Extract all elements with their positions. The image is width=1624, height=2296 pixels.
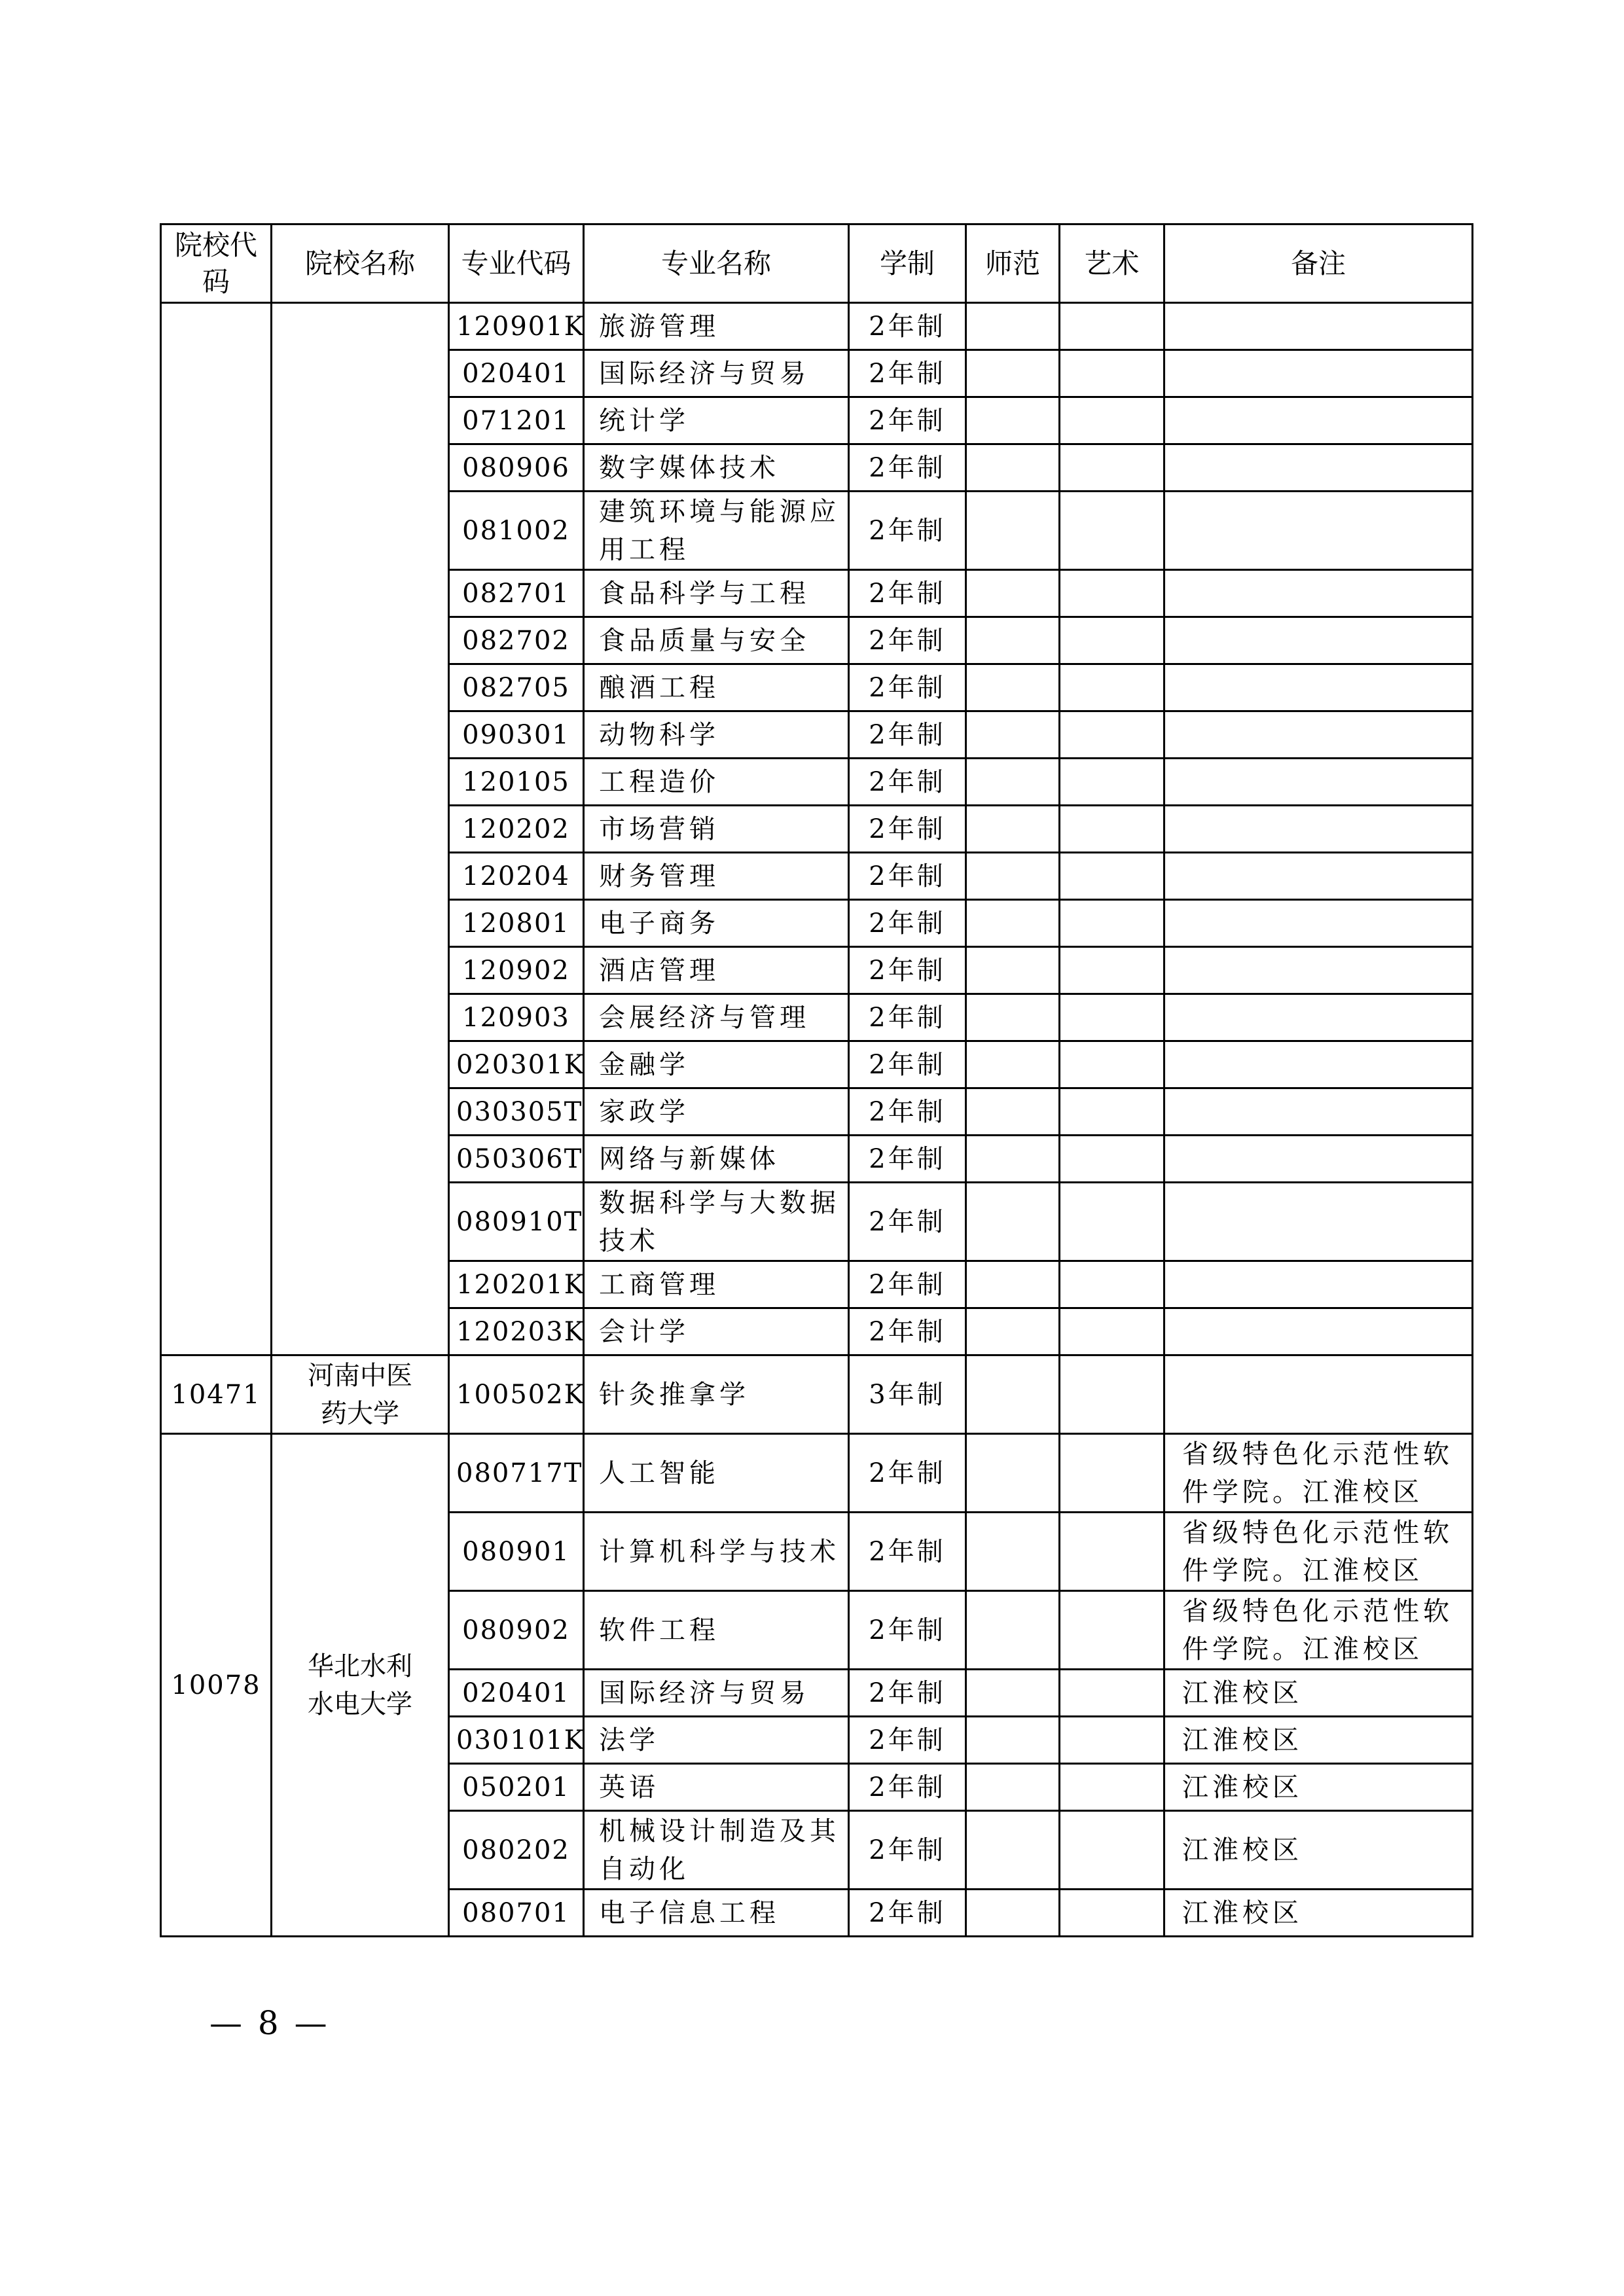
note-cell	[1164, 1041, 1473, 1088]
table-body	[161, 303, 1473, 1937]
note-cell	[1164, 1088, 1473, 1136]
art-cell	[1060, 617, 1164, 664]
major-name-cell: 工程造价	[584, 759, 849, 806]
normal-cell	[966, 1591, 1060, 1670]
art-cell	[1060, 1434, 1164, 1513]
duration-cell: 2年制	[849, 1434, 966, 1513]
duration-cell: 3年制	[849, 1355, 966, 1434]
note-cell: 江淮校区	[1164, 1670, 1473, 1717]
duration-cell: 2年制	[849, 994, 966, 1041]
normal-cell	[966, 444, 1060, 492]
header-school-code: 院校代码	[161, 224, 272, 303]
major-code-cell: 080202	[449, 1811, 584, 1890]
major-name-cell: 酒店管理	[584, 947, 849, 994]
note-cell	[1164, 1183, 1473, 1261]
major-name-cell: 软件工程	[584, 1591, 849, 1670]
art-cell	[1060, 1041, 1164, 1088]
art-cell	[1060, 711, 1164, 759]
duration-cell: 2年制	[849, 664, 966, 711]
art-cell	[1060, 900, 1164, 947]
note-cell: 省级特色化示范性软件学院。江淮校区	[1164, 1591, 1473, 1670]
duration-cell: 2年制	[849, 570, 966, 617]
note-cell	[1164, 900, 1473, 947]
art-cell	[1060, 1591, 1164, 1670]
major-name-cell: 国际经济与贸易	[584, 1670, 849, 1717]
major-code-cell: 120201K	[449, 1261, 584, 1308]
duration-cell: 2年制	[849, 1261, 966, 1308]
normal-cell	[966, 397, 1060, 444]
major-name-cell: 法学	[584, 1717, 849, 1764]
major-code-cell: 020401	[449, 1670, 584, 1717]
major-code-cell: 080906	[449, 444, 584, 492]
major-name-cell: 统计学	[584, 397, 849, 444]
duration-cell: 2年制	[849, 1088, 966, 1136]
major-name-cell: 动物科学	[584, 711, 849, 759]
duration-cell: 2年制	[849, 444, 966, 492]
art-cell	[1060, 397, 1164, 444]
normal-cell	[966, 1041, 1060, 1088]
art-cell	[1060, 303, 1164, 350]
table-header	[161, 224, 1473, 303]
header-row	[161, 224, 1473, 303]
duration-cell: 2年制	[849, 1811, 966, 1890]
note-cell	[1164, 617, 1473, 664]
art-cell	[1060, 853, 1164, 900]
major-code-cell: 120105	[449, 759, 584, 806]
header-duration: 学制	[849, 224, 966, 303]
major-name-cell: 电子信息工程	[584, 1890, 849, 1937]
major-code-cell: 090301	[449, 711, 584, 759]
note-cell	[1164, 444, 1473, 492]
normal-cell	[966, 1811, 1060, 1890]
major-name-cell: 计算机科学与技术	[584, 1513, 849, 1591]
major-code-cell: 071201	[449, 397, 584, 444]
normal-cell	[966, 303, 1060, 350]
note-cell	[1164, 397, 1473, 444]
normal-cell	[966, 492, 1060, 570]
note-cell	[1164, 947, 1473, 994]
majors-table	[160, 223, 1473, 1937]
art-cell	[1060, 570, 1164, 617]
art-cell	[1060, 1513, 1164, 1591]
major-name-cell: 市场营销	[584, 806, 849, 853]
note-cell	[1164, 1136, 1473, 1183]
normal-cell	[966, 900, 1060, 947]
duration-cell: 2年制	[849, 1183, 966, 1261]
normal-cell	[966, 1261, 1060, 1308]
note-cell	[1164, 711, 1473, 759]
major-code-cell: 100502K	[449, 1355, 584, 1434]
duration-cell: 2年制	[849, 947, 966, 994]
art-cell	[1060, 994, 1164, 1041]
header-normal: 师范	[966, 224, 1060, 303]
normal-cell	[966, 350, 1060, 397]
note-cell: 江淮校区	[1164, 1764, 1473, 1811]
duration-cell: 2年制	[849, 1717, 966, 1764]
art-cell	[1060, 1183, 1164, 1261]
major-name-cell: 财务管理	[584, 853, 849, 900]
table-row	[161, 1434, 1473, 1513]
major-code-cell: 081002	[449, 492, 584, 570]
major-name-cell: 国际经济与贸易	[584, 350, 849, 397]
normal-cell	[966, 947, 1060, 994]
normal-cell	[966, 1670, 1060, 1717]
normal-cell	[966, 1088, 1060, 1136]
normal-cell	[966, 853, 1060, 900]
major-name-cell: 家政学	[584, 1088, 849, 1136]
art-cell	[1060, 444, 1164, 492]
header-note: 备注	[1164, 224, 1473, 303]
major-name-cell: 金融学	[584, 1041, 849, 1088]
major-code-cell: 020301K	[449, 1041, 584, 1088]
major-code-cell: 120203K	[449, 1308, 584, 1355]
table-row	[161, 303, 1473, 350]
header-school-name: 院校名称	[272, 224, 449, 303]
art-cell	[1060, 806, 1164, 853]
major-code-cell: 080717T	[449, 1434, 584, 1513]
duration-cell: 2年制	[849, 711, 966, 759]
art-cell	[1060, 1890, 1164, 1937]
normal-cell	[966, 1136, 1060, 1183]
major-code-cell: 120901K	[449, 303, 584, 350]
major-name-cell: 数字媒体技术	[584, 444, 849, 492]
major-code-cell: 080902	[449, 1591, 584, 1670]
note-cell	[1164, 303, 1473, 350]
normal-cell	[966, 806, 1060, 853]
normal-cell	[966, 1513, 1060, 1591]
note-cell: 省级特色化示范性软件学院。江淮校区	[1164, 1513, 1473, 1591]
major-code-cell: 120801	[449, 900, 584, 947]
major-name-cell: 工商管理	[584, 1261, 849, 1308]
note-cell: 江淮校区	[1164, 1811, 1473, 1890]
normal-cell	[966, 1355, 1060, 1434]
normal-cell	[966, 570, 1060, 617]
school-name-cell	[272, 303, 449, 1355]
major-code-cell: 082705	[449, 664, 584, 711]
major-code-cell: 080901	[449, 1513, 584, 1591]
note-cell	[1164, 492, 1473, 570]
major-name-cell: 机械设计制造及其自动化	[584, 1811, 849, 1890]
duration-cell: 2年制	[849, 1513, 966, 1591]
duration-cell: 2年制	[849, 759, 966, 806]
duration-cell: 2年制	[849, 1670, 966, 1717]
major-code-cell: 120204	[449, 853, 584, 900]
duration-cell: 2年制	[849, 1591, 966, 1670]
header-major-code: 专业代码	[449, 224, 584, 303]
note-cell	[1164, 1308, 1473, 1355]
note-cell	[1164, 759, 1473, 806]
normal-cell	[966, 1308, 1060, 1355]
art-cell	[1060, 1811, 1164, 1890]
note-cell	[1164, 664, 1473, 711]
major-name-cell: 会展经济与管理	[584, 994, 849, 1041]
duration-cell: 2年制	[849, 303, 966, 350]
school-name-cell: 华北水利水电大学	[272, 1434, 449, 1937]
duration-cell: 2年制	[849, 853, 966, 900]
note-cell: 江淮校区	[1164, 1890, 1473, 1937]
note-cell	[1164, 350, 1473, 397]
duration-cell: 2年制	[849, 900, 966, 947]
note-cell	[1164, 806, 1473, 853]
note-cell	[1164, 1355, 1473, 1434]
duration-cell: 2年制	[849, 617, 966, 664]
major-code-cell: 030305T	[449, 1088, 584, 1136]
major-code-cell: 050201	[449, 1764, 584, 1811]
normal-cell	[966, 1717, 1060, 1764]
major-name-cell: 食品科学与工程	[584, 570, 849, 617]
note-cell	[1164, 570, 1473, 617]
major-name-cell: 食品质量与安全	[584, 617, 849, 664]
table-row	[161, 1355, 1473, 1434]
major-name-cell: 网络与新媒体	[584, 1136, 849, 1183]
school-name-cell: 河南中医药大学	[272, 1355, 449, 1434]
art-cell	[1060, 759, 1164, 806]
major-name-cell: 人工智能	[584, 1434, 849, 1513]
school-code-cell: 10078	[161, 1434, 272, 1937]
major-code-cell: 120903	[449, 994, 584, 1041]
normal-cell	[966, 1764, 1060, 1811]
art-cell	[1060, 350, 1164, 397]
major-code-cell: 050306T	[449, 1136, 584, 1183]
major-code-cell: 082701	[449, 570, 584, 617]
art-cell	[1060, 1308, 1164, 1355]
normal-cell	[966, 994, 1060, 1041]
art-cell	[1060, 492, 1164, 570]
normal-cell	[966, 1183, 1060, 1261]
note-cell: 江淮校区	[1164, 1717, 1473, 1764]
normal-cell	[966, 759, 1060, 806]
note-cell	[1164, 853, 1473, 900]
duration-cell: 2年制	[849, 492, 966, 570]
note-cell: 省级特色化示范性软件学院。江淮校区	[1164, 1434, 1473, 1513]
duration-cell: 2年制	[849, 1890, 966, 1937]
school-code-cell	[161, 303, 272, 1355]
major-name-cell: 建筑环境与能源应用工程	[584, 492, 849, 570]
art-cell	[1060, 664, 1164, 711]
major-code-cell: 080910T	[449, 1183, 584, 1261]
art-cell	[1060, 1261, 1164, 1308]
duration-cell: 2年制	[849, 1041, 966, 1088]
major-code-cell: 020401	[449, 350, 584, 397]
page-number: — 8 —	[209, 2004, 330, 2042]
major-name-cell: 酿酒工程	[584, 664, 849, 711]
major-name-cell: 会计学	[584, 1308, 849, 1355]
art-cell	[1060, 1088, 1164, 1136]
major-code-cell: 080701	[449, 1890, 584, 1937]
school-code-cell: 10471	[161, 1355, 272, 1434]
normal-cell	[966, 617, 1060, 664]
note-cell	[1164, 994, 1473, 1041]
duration-cell: 2年制	[849, 350, 966, 397]
duration-cell: 2年制	[849, 806, 966, 853]
major-code-cell: 082702	[449, 617, 584, 664]
art-cell	[1060, 1717, 1164, 1764]
header-art: 艺术	[1060, 224, 1164, 303]
major-name-cell: 数据科学与大数据技术	[584, 1183, 849, 1261]
major-name-cell: 旅游管理	[584, 303, 849, 350]
art-cell	[1060, 1670, 1164, 1717]
major-name-cell: 针灸推拿学	[584, 1355, 849, 1434]
major-name-cell: 英语	[584, 1764, 849, 1811]
normal-cell	[966, 711, 1060, 759]
art-cell	[1060, 1136, 1164, 1183]
duration-cell: 2年制	[849, 397, 966, 444]
art-cell	[1060, 1355, 1164, 1434]
art-cell	[1060, 947, 1164, 994]
major-code-cell: 120902	[449, 947, 584, 994]
header-major-name: 专业名称	[584, 224, 849, 303]
duration-cell: 2年制	[849, 1308, 966, 1355]
normal-cell	[966, 1434, 1060, 1513]
major-code-cell: 030101K	[449, 1717, 584, 1764]
normal-cell	[966, 664, 1060, 711]
art-cell	[1060, 1764, 1164, 1811]
duration-cell: 2年制	[849, 1136, 966, 1183]
major-name-cell: 电子商务	[584, 900, 849, 947]
duration-cell: 2年制	[849, 1764, 966, 1811]
major-code-cell: 120202	[449, 806, 584, 853]
normal-cell	[966, 1890, 1060, 1937]
note-cell	[1164, 1261, 1473, 1308]
